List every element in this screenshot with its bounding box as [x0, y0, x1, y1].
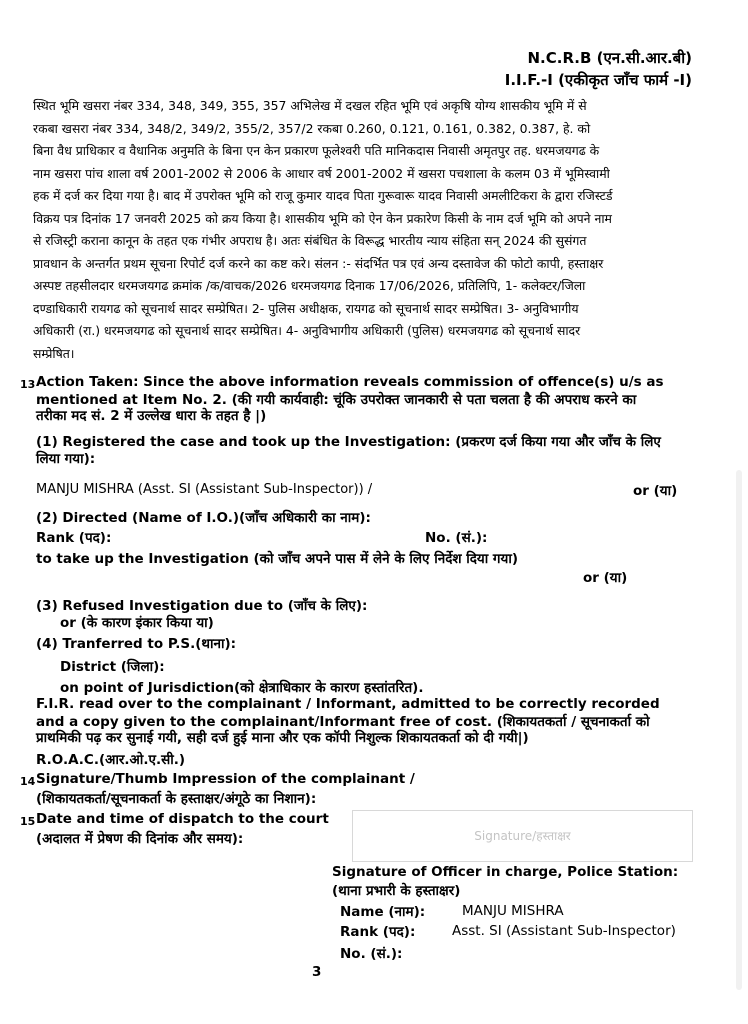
take-up-label: to take up the Investigation: [36, 551, 249, 567]
transferred-line: [36, 634, 236, 652]
action-taken-heading: Action Taken: Since the above information reveals commission of offence(s) u/s as: [36, 374, 664, 390]
complainant-signature-hindi: (शिकायतकर्ता/सूचनाकर्ता के हस्ताक्षर/अंगूठे का निशान):: [36, 791, 317, 807]
action-line3-a: तरीका मद सं.: [36, 408, 111, 424]
officer-name-label: Name (नाम):: [340, 904, 426, 920]
refused-label: (3) Refused Investigation due to: [36, 598, 284, 614]
or-label: or (या): [633, 483, 678, 499]
signature-box[interactable]: [352, 810, 693, 862]
fir-read-line3: प्राथमिकी पढ़ कर सुनाई गयी, सही दर्ज हुई माना और एक कॉपी निशुल्क शिकायतकर्ता को दी गयी|): [36, 730, 529, 746]
fir-copy-hindi: (शिकायतकर्ता / सूचनाकर्ता को: [492, 714, 650, 730]
complaint-text: [33, 95, 693, 365]
directed-line: [36, 508, 371, 526]
transferred-hindi: (थाना):: [195, 636, 237, 652]
action-item-ref: mentioned at Item No. 2.: [36, 392, 227, 408]
complaint-line: नाम खसरा पांच शाला वर्ष 2001-2002 से 2006 के आधार वर्ष 2001-2002 में खसरा पचशाला के कलम 03 में भूमिस्वामी: [33, 165, 610, 181]
registered-case-label: (1) Registered the case and took up the Investigation:: [36, 434, 451, 450]
number-label: No. (सं.):: [425, 530, 488, 546]
refused-hindi: (जाँच के लिए):: [283, 598, 368, 614]
page-number: 3: [312, 964, 322, 980]
officer-rank-label: Rank (पद):: [340, 924, 416, 940]
dispatch-hindi: (अदालत में प्रेषण की दिनांक और समय):: [36, 831, 244, 847]
action-line3-b: 2: [110, 408, 120, 424]
roac-label: R.O.A.C.(आर.ओ.ए.सी.): [36, 752, 186, 768]
iif-heading: I.I.F.-I (एकीकृत जाँच फार्म -I): [504, 71, 692, 89]
ncrb-heading: N.C.R.B (एन.सी.आर.बी): [527, 49, 692, 67]
refused-line: [36, 596, 367, 614]
directed-label: (2) Directed (Name of I.O.): [36, 510, 240, 526]
complaint-line: विक्रय पत्र दिनांक 17 जनवरी 2025 को क्रय किया है। शासकीय भूमि को ऐन केन प्रकारेण किसी के नाम दर्ज भूमि को अपने नाम: [33, 210, 612, 226]
jurisdiction-line: [60, 678, 423, 696]
action-taken-hindi: (की गयी कार्यवाही: चूंकि उपरोक्त जानकारी से पता चलता है की अपराध करने का: [226, 392, 637, 408]
signature-placeholder: Signature/हस्ताक्षर: [474, 829, 571, 843]
or-label-2: or (या): [583, 570, 628, 586]
dispatch-heading: Date and time of dispatch to the court: [36, 811, 329, 827]
district-label: District (जिला):: [60, 659, 165, 675]
transferred-label: (4) Tranferred to P.S.: [36, 636, 196, 652]
complaint-line: अस्पष्ट तहसीलदार धरमजयगढ क्रमांक /क/वाचक/2026 धरमजयगढ दिनाक 17/06/2026, प्रतिलिपि, 1- कलेक्टर/जिला: [33, 278, 586, 293]
officer-number-label: No. (सं.):: [340, 946, 403, 962]
registered-case-hindi: (प्रकरण दर्ज किया गया और जाँच के लिए: [450, 434, 661, 450]
complaint-line: दण्डाधिकारी रायगढ को सूचनार्थ सादर सम्प्रेषित। 2- पुलिस अधीक्षक, रायगढ को सूचनार्थ सादर सम्प्रेषित। 3- अनुविभागीय: [33, 300, 579, 316]
item-number-14: 14: [20, 775, 36, 788]
officer-signature-hindi: (थाना प्रभारी के हस्ताक्षर): [332, 883, 461, 899]
officer-signature-heading: Signature of Officer in charge, Police Station:: [332, 864, 679, 880]
directed-hindi: (जाँच अधिकारी का नाम):: [239, 510, 371, 526]
investigating-officer: MANJU MISHRA (Asst. SI (Assistant Sub-Inspector)) /: [36, 482, 373, 497]
complaint-line: अधिकारी (रा.) धरमजयगढ को सूचनार्थ सादर सम्प्रेषित। 4- अनुविभागीय अधिकारी (पुलिस) धरमजयगढ को सूचनार्थ सादर: [33, 323, 581, 338]
action-taken-line3: [36, 406, 266, 424]
fir-copy-label: and a copy given to the complainant/Informant free of cost.: [36, 714, 492, 730]
fir-read-line1: F.I.R. read over to the complainant / Informant, admitted to be correctly recorded: [36, 696, 660, 712]
take-up-line: [36, 549, 518, 567]
complainant-signature-heading: Signature/Thumb Impression of the complainant /: [36, 771, 415, 787]
jurisdiction-hindi: (को क्षेत्राधिकार के कारण हस्तांतरित).: [233, 680, 424, 696]
item-number-15: 15: [20, 815, 36, 828]
take-up-hindi: (को जाँच अपने पास में लेने के लिए निर्देश दिया गया): [248, 551, 519, 567]
item-number-13: 13: [20, 378, 36, 391]
complaint-line: स्थित भूमि खसरा नंबर 334, 348, 349, 355, 357 अभिलेख में दखल रहित भूमि एवं अकृषि योग्य शासकीय भूमि में से: [33, 98, 587, 113]
complaint-line: सम्प्रेषित।: [33, 345, 75, 361]
officer-rank-value: Asst. SI (Assistant Sub-Inspector): [452, 923, 676, 939]
registered-case-line: [36, 432, 661, 450]
registered-case-line2: लिया गया):: [36, 451, 96, 467]
officer-name-value: MANJU MISHRA: [462, 903, 564, 919]
complaint-line: हक में दर्ज कर दिया गया है। बाद में उपरोक्त भूमि को राजू कुमार यादव पिता गुरूवारू यादव निवासी अमलीटिकरा के द्वारा रजिस्टर्ड: [33, 188, 613, 203]
action-line3-c: में उल्लेख धारा के तहत है |): [119, 408, 267, 424]
complaint-line: रकबा खसरा नंबर 334, 348/2, 349/2, 355/2, 357/2 रकबा 0.260, 0.121, 0.161, 0.382, 0.387, हे. को: [33, 120, 591, 136]
complaint-line: प्रावधान के अन्तर्गत प्रथम सूचना रिपोर्ट दर्ज करने का कष्ट करे। संलन :- संदर्भित पत्र एवं अन्य दस्तावेज की फोटो कापी, हस्ताक्षर: [33, 255, 604, 271]
complaint-line: से रजिस्ट्री कराना कानून के तहत एक गंभीर अपराध है। अतः संबंधित के विरूद्ध भारतीय न्याय संहिता सन् 2024 की सुसंगत: [33, 233, 587, 248]
rank-label: Rank (पद):: [36, 530, 112, 546]
scrollbar[interactable]: [736, 470, 742, 990]
complaint-line: बिना वैध प्राधिकार व वैधानिक अनुमति के बिना एन केन प्रकारण फूलेश्वरी पति मानिकदास निवासी अमृतपुर तह. धरमजयगढ के: [33, 143, 600, 158]
jurisdiction-label: on point of Jurisdiction: [60, 680, 234, 696]
refused-reason: or (के कारण इंकार किया या): [60, 615, 214, 631]
